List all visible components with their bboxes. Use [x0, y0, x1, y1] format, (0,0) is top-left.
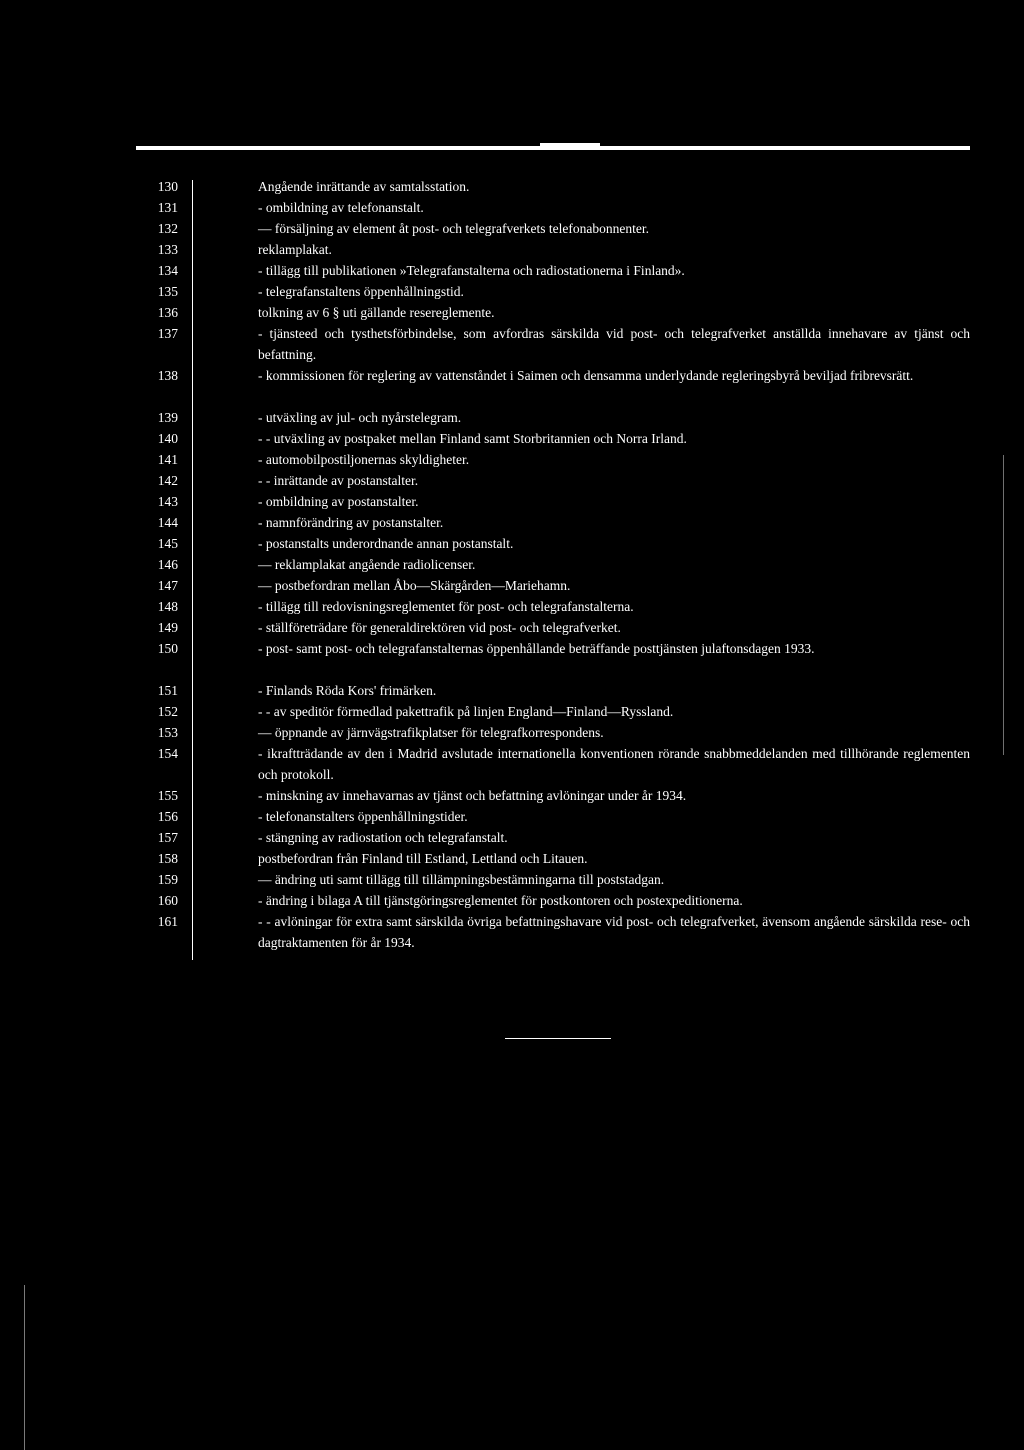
entry-text: - Finlands Röda Kors' frimärken.	[258, 683, 437, 698]
entry-text: - tjänsteed och tysthetsförbindelse, som avfordras särskilda vid post- och telegrafverket anställda innehavare av tjänst och befattning.	[258, 326, 970, 362]
closing-rule	[505, 1038, 611, 1039]
entry-number: 140	[157, 431, 178, 446]
entry-text: - - avlöningar för extra samt särskilda övriga befattningshavare vid post- och telegrafverket, ävensom angående särskilda rese- och dagtraktamenten för år 1934.	[258, 914, 970, 950]
entry-text: - telegrafanstaltens öppenhållningstid.	[258, 284, 464, 299]
entry-number: 152	[157, 704, 178, 719]
scan-edge-line-right	[1003, 455, 1004, 755]
entry-number: 159	[157, 872, 178, 887]
entry-row	[0, 869, 1024, 890]
entry-text: — postbefordran mellan Åbo—Skärgården—Mariehamn.	[258, 578, 571, 593]
entry-number: 138	[157, 368, 178, 383]
entry-row	[0, 827, 1024, 848]
entry-text: - ombildning av postanstalter.	[258, 494, 419, 509]
entry-row	[0, 533, 1024, 554]
entry-text: - ställföreträdare för generaldirektören vid post- och telegrafverket.	[258, 620, 621, 635]
entry-row	[0, 596, 1024, 617]
entry-row	[0, 848, 1024, 869]
entry-row	[0, 491, 1024, 512]
entry-row	[0, 806, 1024, 827]
entry-row	[0, 260, 1024, 281]
scan-edge-line-left	[24, 1285, 25, 1450]
entry-text: - kommissionen för reglering av vattenståndet i Saimen och densamma underlydande regleringsbyrå beviljad fribrevsrätt.	[258, 368, 914, 383]
entry-number: 136	[157, 305, 178, 320]
entry-text: — öppnande av järnvägstrafikplatser för telegrafkorrespondens.	[258, 725, 604, 740]
entry-text: - tillägg till redovisningsreglementet för post- och telegrafanstalterna.	[258, 599, 634, 614]
top-rule	[136, 146, 970, 150]
top-rule-notch	[540, 143, 600, 146]
entry-text: - automobilpostiljonernas skyldigheter.	[258, 452, 470, 467]
entry-number: 143	[157, 494, 178, 509]
entry-row	[0, 365, 1024, 407]
entry-number: 151	[157, 683, 178, 698]
entry-number: 155	[157, 788, 178, 803]
entry-list	[0, 176, 1024, 953]
entry-row	[0, 407, 1024, 428]
entry-number: 130	[157, 179, 178, 194]
entry-number: 142	[157, 473, 178, 488]
entry-row	[0, 701, 1024, 722]
entry-row	[0, 449, 1024, 470]
entry-row	[0, 911, 1024, 953]
entry-number: 141	[157, 452, 178, 467]
entry-number: 134	[157, 263, 178, 278]
entry-number: 157	[157, 830, 178, 845]
entry-row	[0, 890, 1024, 911]
entry-number: 156	[157, 809, 178, 824]
entry-row	[0, 785, 1024, 806]
entry-row	[0, 428, 1024, 449]
entry-row	[0, 743, 1024, 785]
entry-number: 147	[157, 578, 178, 593]
entry-number: 146	[157, 557, 178, 572]
entry-row	[0, 302, 1024, 323]
entry-number: 133	[157, 242, 178, 257]
entry-text: - - av speditör förmedlad pakettrafik på linjen England—Finland—Ryssland.	[258, 704, 674, 719]
entry-row	[0, 722, 1024, 743]
entry-number: 145	[157, 536, 178, 551]
entry-text: - telefonanstalters öppenhållningstider.	[258, 809, 468, 824]
entry-number: 148	[157, 599, 178, 614]
entry-number: 131	[157, 200, 178, 215]
entry-text: - utväxling av jul- och nyårstelegram.	[258, 410, 462, 425]
entry-text: reklamplakat.	[258, 242, 332, 257]
entry-number: 160	[157, 893, 178, 908]
entry-number: 149	[157, 620, 178, 635]
entry-text: - postanstalts underordnande annan postanstalt.	[258, 536, 514, 551]
entry-row	[0, 323, 1024, 365]
entry-row	[0, 512, 1024, 533]
entry-number: 144	[157, 515, 178, 530]
entry-row	[0, 575, 1024, 596]
entry-number: 161	[157, 914, 178, 929]
entry-text: — ändring uti samt tillägg till tillämpningsbestämningarna till poststadgan.	[258, 872, 665, 887]
entry-text: tolkning av 6 § uti gällande resereglemente.	[258, 305, 495, 320]
entry-text: - post- samt post- och telegrafanstalternas öppenhållande beträffande posttjänsten julaftonsdagen 1933.	[258, 641, 815, 656]
entry-row	[0, 197, 1024, 218]
entry-row	[0, 617, 1024, 638]
entry-text: - ändring i bilaga A till tjänstgöringsreglementet för postkontoren och postexpeditionerna.	[258, 893, 743, 908]
entry-row	[0, 239, 1024, 260]
entry-text: - tillägg till publikationen »Telegrafanstalterna och radiostationerna i Finland».	[258, 263, 685, 278]
entry-row	[0, 176, 1024, 197]
entry-number: 150	[157, 641, 178, 656]
entry-row	[0, 218, 1024, 239]
entry-text: - ombildning av telefonanstalt.	[258, 200, 424, 215]
entry-number: 135	[157, 284, 178, 299]
entry-number: 139	[157, 410, 178, 425]
entry-text: - minskning av innehavarnas av tjänst och befattning avlöningar under år 1934.	[258, 788, 687, 803]
entry-text: - namnförändring av postanstalter.	[258, 515, 444, 530]
entry-text: — reklamplakat angående radiolicenser.	[258, 557, 476, 572]
entry-number: 132	[157, 221, 178, 236]
entry-row	[0, 281, 1024, 302]
entry-row	[0, 638, 1024, 680]
entry-text: - stängning av radiostation och telegrafanstalt.	[258, 830, 508, 845]
entry-row	[0, 554, 1024, 575]
entry-text: postbefordran från Finland till Estland, Lettland och Litauen.	[258, 851, 588, 866]
entry-number: 153	[157, 725, 178, 740]
entry-text: - - utväxling av postpaket mellan Finland samt Storbritannien och Norra Irland.	[258, 431, 687, 446]
entry-number: 137	[157, 326, 178, 341]
entry-text: - - inrättande av postanstalter.	[258, 473, 419, 488]
entry-text: Angående inrättande av samtalsstation.	[258, 179, 470, 194]
entry-number: 154	[157, 746, 178, 761]
entry-text: — försäljning av element åt post- och telegrafverkets telefonabonnenter.	[258, 221, 649, 236]
entry-text: - ikraftträdande av den i Madrid avslutade internationella konventionen rörande snabbmeddelanden med tillhörande reglementen och protokoll.	[258, 746, 970, 782]
entry-row	[0, 680, 1024, 701]
entry-number: 158	[157, 851, 178, 866]
entry-row	[0, 470, 1024, 491]
